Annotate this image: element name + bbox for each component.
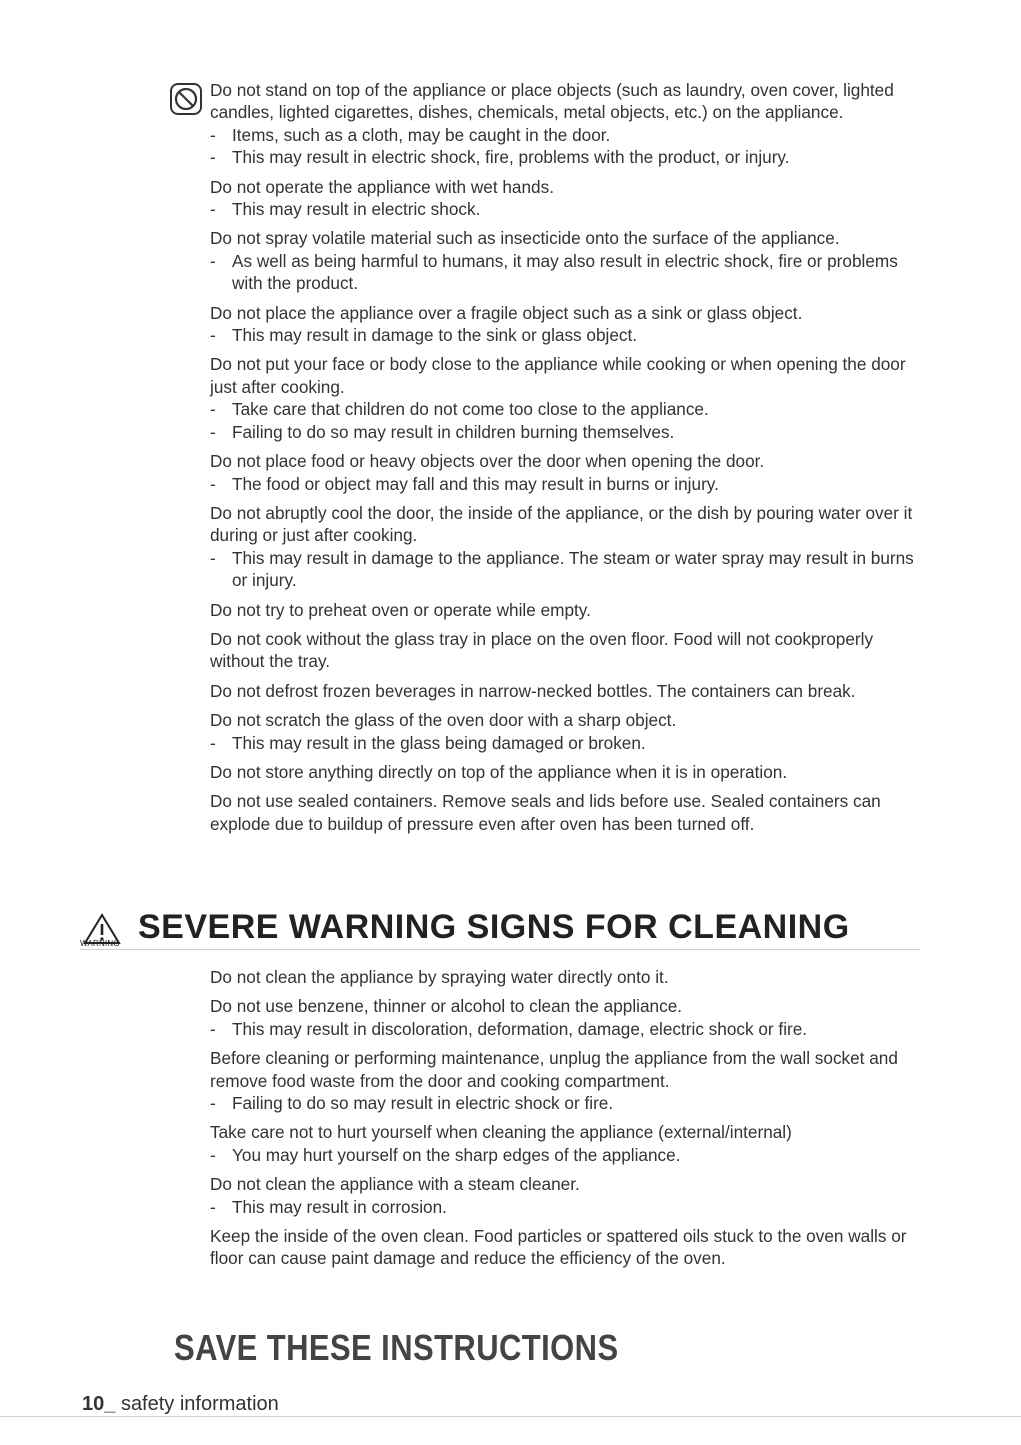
page-number: 10_: [82, 1393, 116, 1415]
instruction-item: [210, 79, 930, 169]
instruction-item: [210, 450, 930, 495]
bottom-divider: [0, 1416, 1021, 1417]
instruction-item: [210, 1173, 930, 1218]
instruction-item: [210, 502, 930, 592]
instruction-item: [210, 709, 930, 754]
instruction-detail: - This may result in discoloration, deformation, damage, electric shock or fire.: [210, 1018, 808, 1039]
instruction-item: [210, 628, 930, 673]
instruction-text: Before cleaning or performing maintenance, unplug the appliance from the wall socket and remove food waste from the door and cooking compartment.: [210, 1048, 898, 1091]
instruction-detail: - You may hurt yourself on the sharp edges of the appliance.: [210, 1144, 681, 1165]
precaution-list: [210, 79, 930, 842]
instruction-text: Do not clean the appliance by spraying water directly onto it.: [210, 967, 669, 987]
instruction-item: [210, 761, 930, 783]
instruction-detail: - As well as being harmful to humans, it may also result in electric shock, fire or problems with the product.: [210, 250, 898, 294]
instruction-text: Do not defrost frozen beverages in narrow-necked bottles. The containers can break.: [210, 680, 856, 701]
save-instructions-heading: SAVE THESE INSTRUCTIONS: [174, 1327, 619, 1368]
instruction-text: Do not cook without the glass tray in place on the oven floor. Food will not cookproperly without the tray.: [210, 628, 874, 672]
instruction-detail: - Failing to do so may result in children burning themselves.: [210, 421, 675, 442]
instruction-item: [210, 680, 930, 702]
instruction-text: Keep the inside of the oven clean. Food particles or spattered oils stuck to the oven walls or floor can cause paint damage and reduce the efficiency of the oven.: [210, 1226, 907, 1269]
instruction-text: Do not spray volatile material such as insecticide onto the surface of the appliance.: [210, 228, 840, 249]
instruction-text: Do not abruptly cool the door, the inside of the appliance, or the dish by pouring water over it during or just after cooking.: [210, 502, 913, 546]
instruction-text: Take care not to hurt yourself when cleaning the appliance (external/internal): [210, 1122, 792, 1143]
instruction-text: Do not put your face or body close to the appliance while cooking or when opening the door just after cooking.: [210, 354, 906, 397]
instruction-detail: - This may result in damage to the sink or glass object.: [210, 325, 638, 346]
instruction-text: Do not scratch the glass of the oven door with a sharp object.: [210, 710, 677, 731]
instruction-detail: - Failing to do so may result in electric shock or fire.: [210, 1093, 614, 1114]
instruction-detail: - This may result in electric shock.: [210, 199, 481, 220]
instruction-item: [210, 227, 930, 294]
instruction-text: Do not store anything directly on top of the appliance when it is in operation.: [210, 761, 788, 782]
instruction-item: [210, 176, 930, 221]
instruction-detail: - Take care that children do not come too close to the appliance.: [210, 399, 709, 420]
warning-icon-label: WARNING: [80, 939, 120, 948]
instruction-item: [210, 966, 930, 988]
section-name: safety information: [120, 1393, 279, 1415]
instruction-item: [210, 995, 930, 1040]
instruction-text: Do not try to preheat oven or operate while empty.: [210, 599, 591, 620]
instruction-item: [210, 302, 930, 347]
instruction-item: [210, 599, 930, 621]
instruction-detail: - The food or object may fall and this may result in burns or injury.: [210, 473, 719, 494]
warning-section-header: [80, 905, 920, 950]
instruction-item: [210, 1047, 930, 1114]
instruction-text: Do not place food or heavy objects over the door when opening the door.: [210, 451, 765, 472]
instruction-detail: - This may result in the glass being damaged or broken.: [210, 732, 646, 753]
instruction-detail: - This may result in electric shock, fire, problems with the product, or injury.: [210, 147, 790, 168]
cleaning-warning-list: [210, 966, 930, 1277]
instruction-item: [210, 1225, 930, 1270]
instruction-detail: - This may result in corrosion.: [210, 1196, 447, 1217]
instruction-text: Do not use sealed containers. Remove seals and lids before use. Sealed containers can explode due to buildup of pressure even after oven has been turned off.: [210, 791, 881, 834]
instruction-text: Do not clean the appliance with a steam cleaner.: [210, 1174, 580, 1195]
instruction-detail: - This may result in damage to the appliance. The steam or water spray may result in burns or injury.: [210, 547, 914, 591]
section-title: SEVERE WARNING SIGNS FOR CLEANING: [138, 908, 850, 946]
instruction-text: Do not operate the appliance with wet hands.: [210, 176, 554, 197]
instruction-item: [210, 1121, 930, 1166]
instruction-item: [210, 790, 930, 835]
prohibition-icon: [169, 82, 203, 116]
page-footer: [82, 1393, 279, 1416]
instruction-detail: - Items, such as a cloth, may be caught in the door.: [210, 124, 611, 145]
instruction-text: Do not stand on top of the appliance or place objects (such as laundry, oven cover, lighted candles, lighted cigarettes, dishes, chemicals, metal objects, etc.) on the appliance.: [210, 80, 894, 123]
instruction-text: Do not use benzene, thinner or alcohol to clean the appliance.: [210, 996, 683, 1017]
instruction-item: [210, 353, 930, 443]
instruction-text: Do not place the appliance over a fragile object such as a sink or glass object.: [210, 302, 803, 323]
